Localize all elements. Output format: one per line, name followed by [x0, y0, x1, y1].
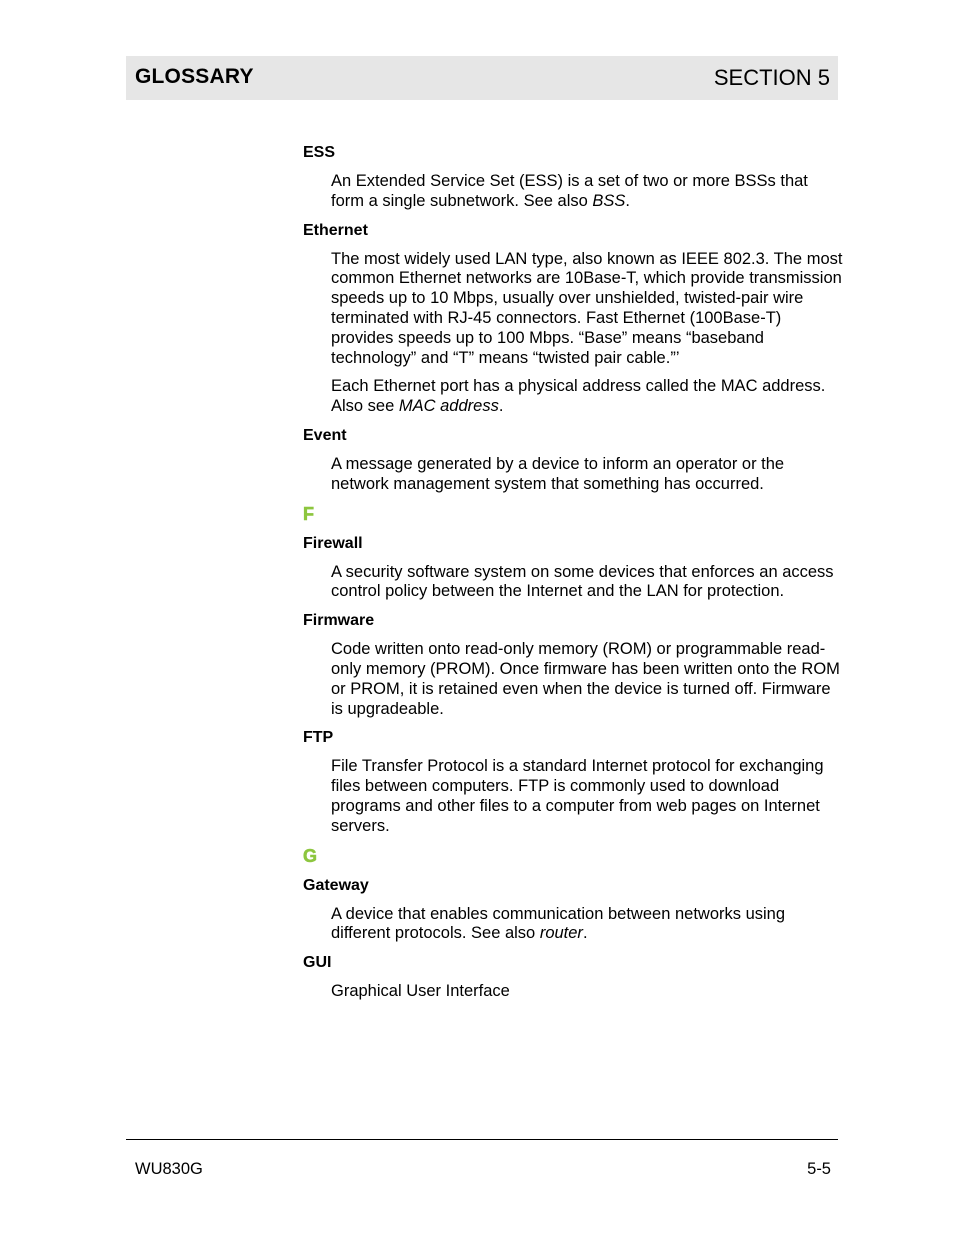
footer-page-number: 5-5: [807, 1160, 831, 1178]
term-ethernet: Ethernet: [303, 221, 368, 239]
definition-gui: Graphical User Interface: [331, 982, 510, 1001]
definition-ethernet: The most widely used LAN type, also known as IEEE 802.3. The most common Ethernet networks are 10Base-T, which provide transmission speeds up to 10 Mbps, usually over unshielded, twisted-pair wire terminated with RJ-45 connectors. Fast Ethernet (100Base-T) provides speeds up to 100 Mbps. “Base” means “baseband technology” and “T” means “twisted pair cable.”’: [331, 249, 843, 367]
crossref-router: router: [539, 924, 583, 943]
crossref-bss: BSS: [592, 191, 626, 210]
footer-model: WU830G: [135, 1160, 203, 1178]
letter-heading-f: F: [303, 503, 314, 524]
term-gateway: Gateway: [303, 876, 369, 894]
term-ess: ESS: [303, 144, 336, 161]
glossary-content: [303, 143, 843, 1011]
term-ftp: FTP: [303, 729, 334, 747]
term-firmware: Firmware: [303, 612, 375, 630]
definition-ess: An Extended Service Set (ESS) is a set of two or more BSSs that form a single subnetwork. See also BSS.: [331, 172, 808, 210]
definition-firmware: Code written onto read-only memory (ROM) or programmable read-only memory (PROM). Once firmware has been written onto the ROM or PROM, it is retained even when the device is turned off. Firmware is upgradeable.: [331, 640, 840, 718]
term-gui: GUI: [303, 954, 332, 972]
definition-event: A message generated by a device to inform an operator or the network management system that something has occurred.: [331, 454, 785, 493]
header-section-label: SECTION 5: [713, 65, 830, 90]
header-title: GLOSSARY: [135, 65, 254, 88]
term-event: Event: [303, 426, 347, 444]
section-header-bar: [126, 56, 838, 100]
definition-ethernet-mac: Each Ethernet port has a physical address called the MAC address. Also see MAC address.: [331, 377, 826, 416]
definition-firewall: A security software system on some devices that enforces an access control policy between the Internet and the LAN for protection.: [331, 562, 834, 601]
definition-ftp: File Transfer Protocol is a standard Internet protocol for exchanging files between computers. FTP is commonly used to download programs and other files to a computer from web pages on Internet servers.: [331, 757, 824, 835]
footer-rule: [126, 1139, 838, 1140]
term-firewall: Firewall: [303, 534, 363, 552]
definition-gateway: A device that enables communication between networks using different protocols. See also router.: [331, 904, 786, 943]
crossref-mac-address: MAC address: [398, 397, 499, 416]
letter-heading-g: G: [303, 845, 318, 866]
